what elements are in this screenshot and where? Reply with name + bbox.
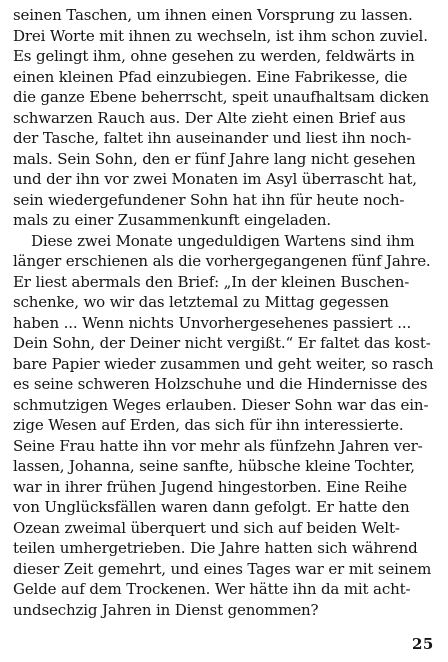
text-line: Seine Frau hatte ihn vor mehr als fünfzehn Jahren ver- (13, 436, 423, 455)
text-line: Ozean zweimal überquert und sich auf beiden Welt- (13, 518, 400, 537)
text-line: zige Wesen auf Erden, das sich für ihn interessierte. (13, 416, 404, 434)
text-line: schenke, wo wir das letztemal zu Mittag gegessen (13, 293, 389, 311)
text-line: es seine schweren Holzschuhe und die Hindernisse des (13, 375, 428, 393)
text-line: schwarzen Rauch aus. Der Alte zieht einen Brief aus (13, 108, 406, 127)
text-line: undsechzig Jahren in Dienst genommen? (13, 600, 319, 619)
text-line: teilen umhergetrieben. Die Jahre hatten sich während (13, 539, 418, 557)
text-line: Dein Sohn, der Deiner nicht vergißt.“ Er faltet das kost- (13, 334, 431, 352)
text-line: Gelde auf dem Trockenen. Wer hätte ihn da mit acht- (13, 580, 411, 598)
text-line: seinen Taschen, um ihnen einen Vorsprung zu lassen. (13, 6, 413, 24)
text-line: sein wiedergefundener Sohn hat ihn für heute noch- (13, 190, 405, 209)
text-line: mals zu einer Zusammenkunft eingeladen. (13, 211, 331, 229)
text-line: schmutzigen Weges erlauben. Dieser Sohn war das ein- (13, 395, 429, 414)
text-line: von Unglücksfällen waren dann gefolgt. Er hatte den (13, 498, 410, 516)
text-line: bare Papier wieder zusammen und geht weiter, so rasch (13, 354, 434, 373)
text-line: dieser Zeit gemehrt, und eines Tages war er mit seinem (13, 559, 432, 578)
text-line: mals. Sein Sohn, den er fünf Jahre lang nicht gesehen (13, 149, 416, 168)
text-line: der Tasche, faltet ihn auseinander und liest ihn noch- (13, 129, 412, 147)
text-line: Diese zwei Monate ungeduldigen Wartens sind ihm (31, 231, 415, 250)
text-line: die ganze Ebene beherrscht, speit unaufhaltsam dicken (13, 88, 429, 106)
page-number: 25 (412, 635, 434, 653)
text-line: Es gelingt ihm, ohne gesehen zu werden, feldwärts in (13, 47, 415, 65)
text-line: und der ihn vor zwei Monaten im Asyl überrascht hat, (13, 170, 417, 188)
text-line: lassen, Johanna, seine sanfte, hübsche kleine Tochter, (13, 457, 415, 475)
text-line: Er liest abermals den Brief: „In der kleinen Buschen- (13, 272, 410, 291)
text-line: war in ihrer frühen Jugend hingestorben. Eine Reihe (13, 477, 408, 496)
paragraph-2 (13, 231, 433, 621)
text-line: einen kleinen Pfad einzubiegen. Eine Fabrikesse, die (13, 67, 408, 86)
text-line: haben ... Wenn nichts Unvorhergesehenes passiert ... (13, 313, 412, 332)
paragraph-1 (13, 5, 433, 231)
text-line: Drei Worte mit ihnen zu wechseln, ist ihm schon zuviel. (13, 26, 428, 45)
body-text (13, 5, 433, 620)
text-line: länger erschienen als die vorhergegangenen fünf Jahre. (13, 252, 431, 270)
